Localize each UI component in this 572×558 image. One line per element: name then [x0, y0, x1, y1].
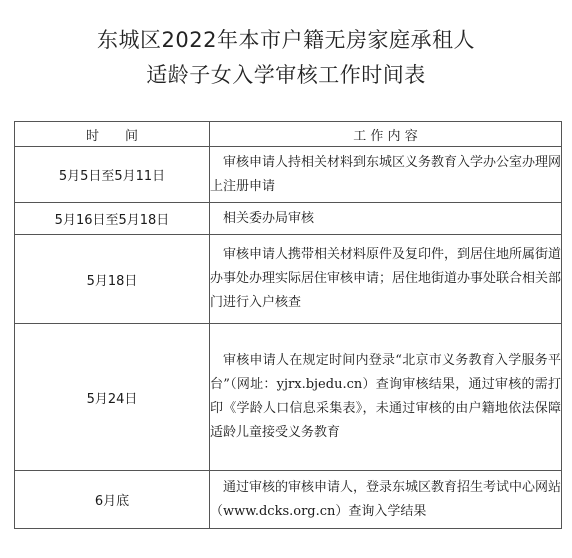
table-row — [15, 203, 562, 235]
table-row — [15, 471, 562, 529]
table-header-row — [15, 122, 562, 147]
header-content: 工 作 内 容 — [210, 122, 562, 147]
row-time: 5月24日 — [15, 324, 210, 471]
page-title-line-2: 适龄子女入学审核工作时间表 — [146, 63, 426, 87]
row-time: 5月5日至5月11日 — [15, 147, 210, 203]
row-content: 审核申请人持相关材料到东城区义务教育入学办公室办理网上注册申请 — [210, 147, 562, 203]
header-time: 时 间 — [15, 122, 210, 147]
table-row — [15, 235, 562, 324]
row-time: 5月16日至5月18日 — [15, 203, 210, 235]
page-title-line-1: 东城区2022年本市户籍无房家庭承租人 — [97, 28, 475, 52]
row-time: 6月底 — [15, 471, 210, 529]
table-row — [15, 324, 562, 471]
row-content: 审核申请人在规定时间内登录“北京市义务教育入学服务平台”（网址：yjrx.bjedu.cn）查询审核结果，通过审核的需打印《学龄人口信息采集表》，未通过审核的由户籍地依法保障适龄儿童接受义务教育 — [210, 324, 562, 471]
row-time: 5月18日 — [15, 235, 210, 324]
row-content: 审核申请人携带相关材料原件及复印件，到居住地所属街道办事处办理实际居住审核申请；居住地街道办事处联合相关部门进行入户核查 — [210, 235, 562, 324]
table-row — [15, 147, 562, 203]
schedule-table — [14, 121, 562, 529]
row-content: 通过审核的审核申请人，登录东城区教育招生考试中心网站（www.dcks.org.cn）查询入学结果 — [210, 471, 562, 529]
row-content: 相关委办局审核 — [210, 203, 562, 235]
